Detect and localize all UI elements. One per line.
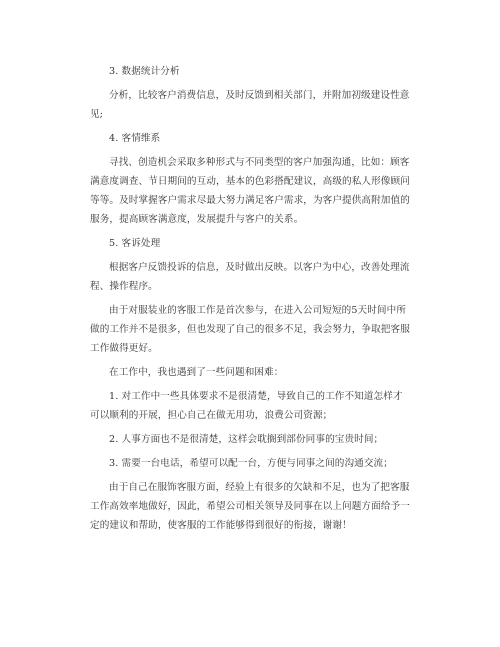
list-item-problem-3: 3. 需要一台电话，希望可以配一台，方便与同事之间的沟通交流； bbox=[109, 458, 393, 469]
section-heading-data-analysis: 3. 数据统计分析 bbox=[109, 66, 180, 77]
section-heading-customer-relations: 4. 客情维系 bbox=[109, 133, 161, 144]
paragraph-data-analysis: 分析，比较客户消费信息，及时反馈到相关部门，并附加初级建设性意见; bbox=[90, 90, 410, 120]
list-item-problem-1: 1. 对工作中一些具体要求不是很清楚，导致自己的工作不知道怎样才可以顺利的开展，担心自己在做无用功，浪费公司资源； bbox=[90, 391, 403, 421]
paragraph-complaint-handling: 根据客户反馈投诉的信息，及时做出反映。以客户为中心，改善处理流程、操作程序。 bbox=[90, 262, 410, 292]
paragraph-conclusion: 由于自己在服饰客服方面，经验上有很多的欠缺和不足，也为了把客服工作高效率地做好，因此，希望公司相关领导及同事在以上问题方面给予一定的建议和帮助，使客服的工作能够得到很好的衔接，谢谢！ bbox=[90, 482, 410, 531]
section-heading-complaint-handling: 5. 客诉处理 bbox=[109, 238, 161, 249]
list-item-problem-2: 2. 人事方面也不是很清楚，这样会耽搁到部份同事的宝贵时间； bbox=[109, 434, 384, 445]
paragraph-problems-intro: 在工作中，我也遇到了一些问题和困难： bbox=[109, 367, 284, 378]
paragraph-customer-relations: 寻找、创造机会采取多种形式与不同类型的客户加强沟通，比如：顾客满意度调查、节日期间的互动，基本的色彩搭配建议，高级的私人形像顾问等等。及时掌握客户需求尽最大努力满足客户需求，为客户提供高附加值的服务，提高顾客满意度，发展提升与客户的关系。 bbox=[90, 157, 410, 225]
document-body bbox=[90, 62, 412, 535]
paragraph-self-assessment: 由于对服装业的客服工作是首次参与，在进入公司短短的5天时间中所做的工作并不是很多，但也发现了自己的很多不足，我会努力，争取把客服工作做得更好。 bbox=[90, 305, 410, 354]
